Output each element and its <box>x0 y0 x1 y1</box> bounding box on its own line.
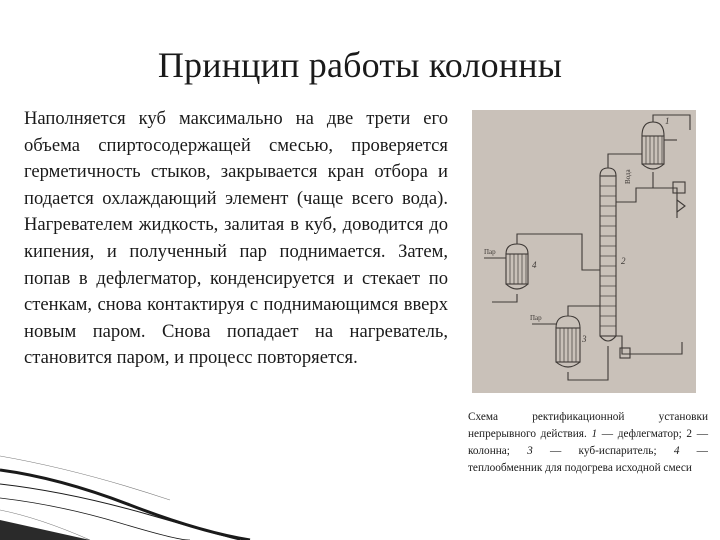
caption-part-3: — куб-испаритель; <box>532 445 674 457</box>
slide-title: Принцип работы колонны <box>157 45 563 85</box>
caption-part-2: — дефлегматор; 2 — колонна; <box>468 428 708 457</box>
caption-num-4: 4 <box>673 445 680 457</box>
label-water: Вода <box>624 169 632 184</box>
body-text: Наполняется куб максимально на две трети его объема спиртосодержащей смесью, проверяется герметичность стыков, закрывается кран отбора и подается охлаждающий элемент (чаще всего вода). Нагревателем жидкость, залитая в куб, доводится до кипения, и полученный пар поднимается. Затем, попав в дефлегматор, конденсируется и стекает по стенкам, снова контактируя с поднимающимся вверх новым паром. Снова попадает на нагреватель, становится паром, и процесс повторяется. <box>24 108 448 369</box>
label-2: 2 <box>621 256 626 266</box>
caption-num-1: 1 <box>591 428 598 440</box>
label-steam-left: Пар <box>484 248 496 256</box>
label-1: 1 <box>665 116 670 126</box>
distillation-diagram <box>472 110 696 393</box>
label-4: 4 <box>532 260 537 270</box>
label-steam-bottom: Пар <box>530 314 542 322</box>
caption-num-3: 3 <box>527 445 533 457</box>
caption-part-1: Схема ректификационной установки непрерывного действия. <box>468 411 708 440</box>
caption-part-4: — теплообменник для подогрева исходной смеси <box>468 445 708 474</box>
label-3: 3 <box>582 334 587 344</box>
figure-caption <box>468 409 708 477</box>
diagram-background <box>472 110 696 393</box>
